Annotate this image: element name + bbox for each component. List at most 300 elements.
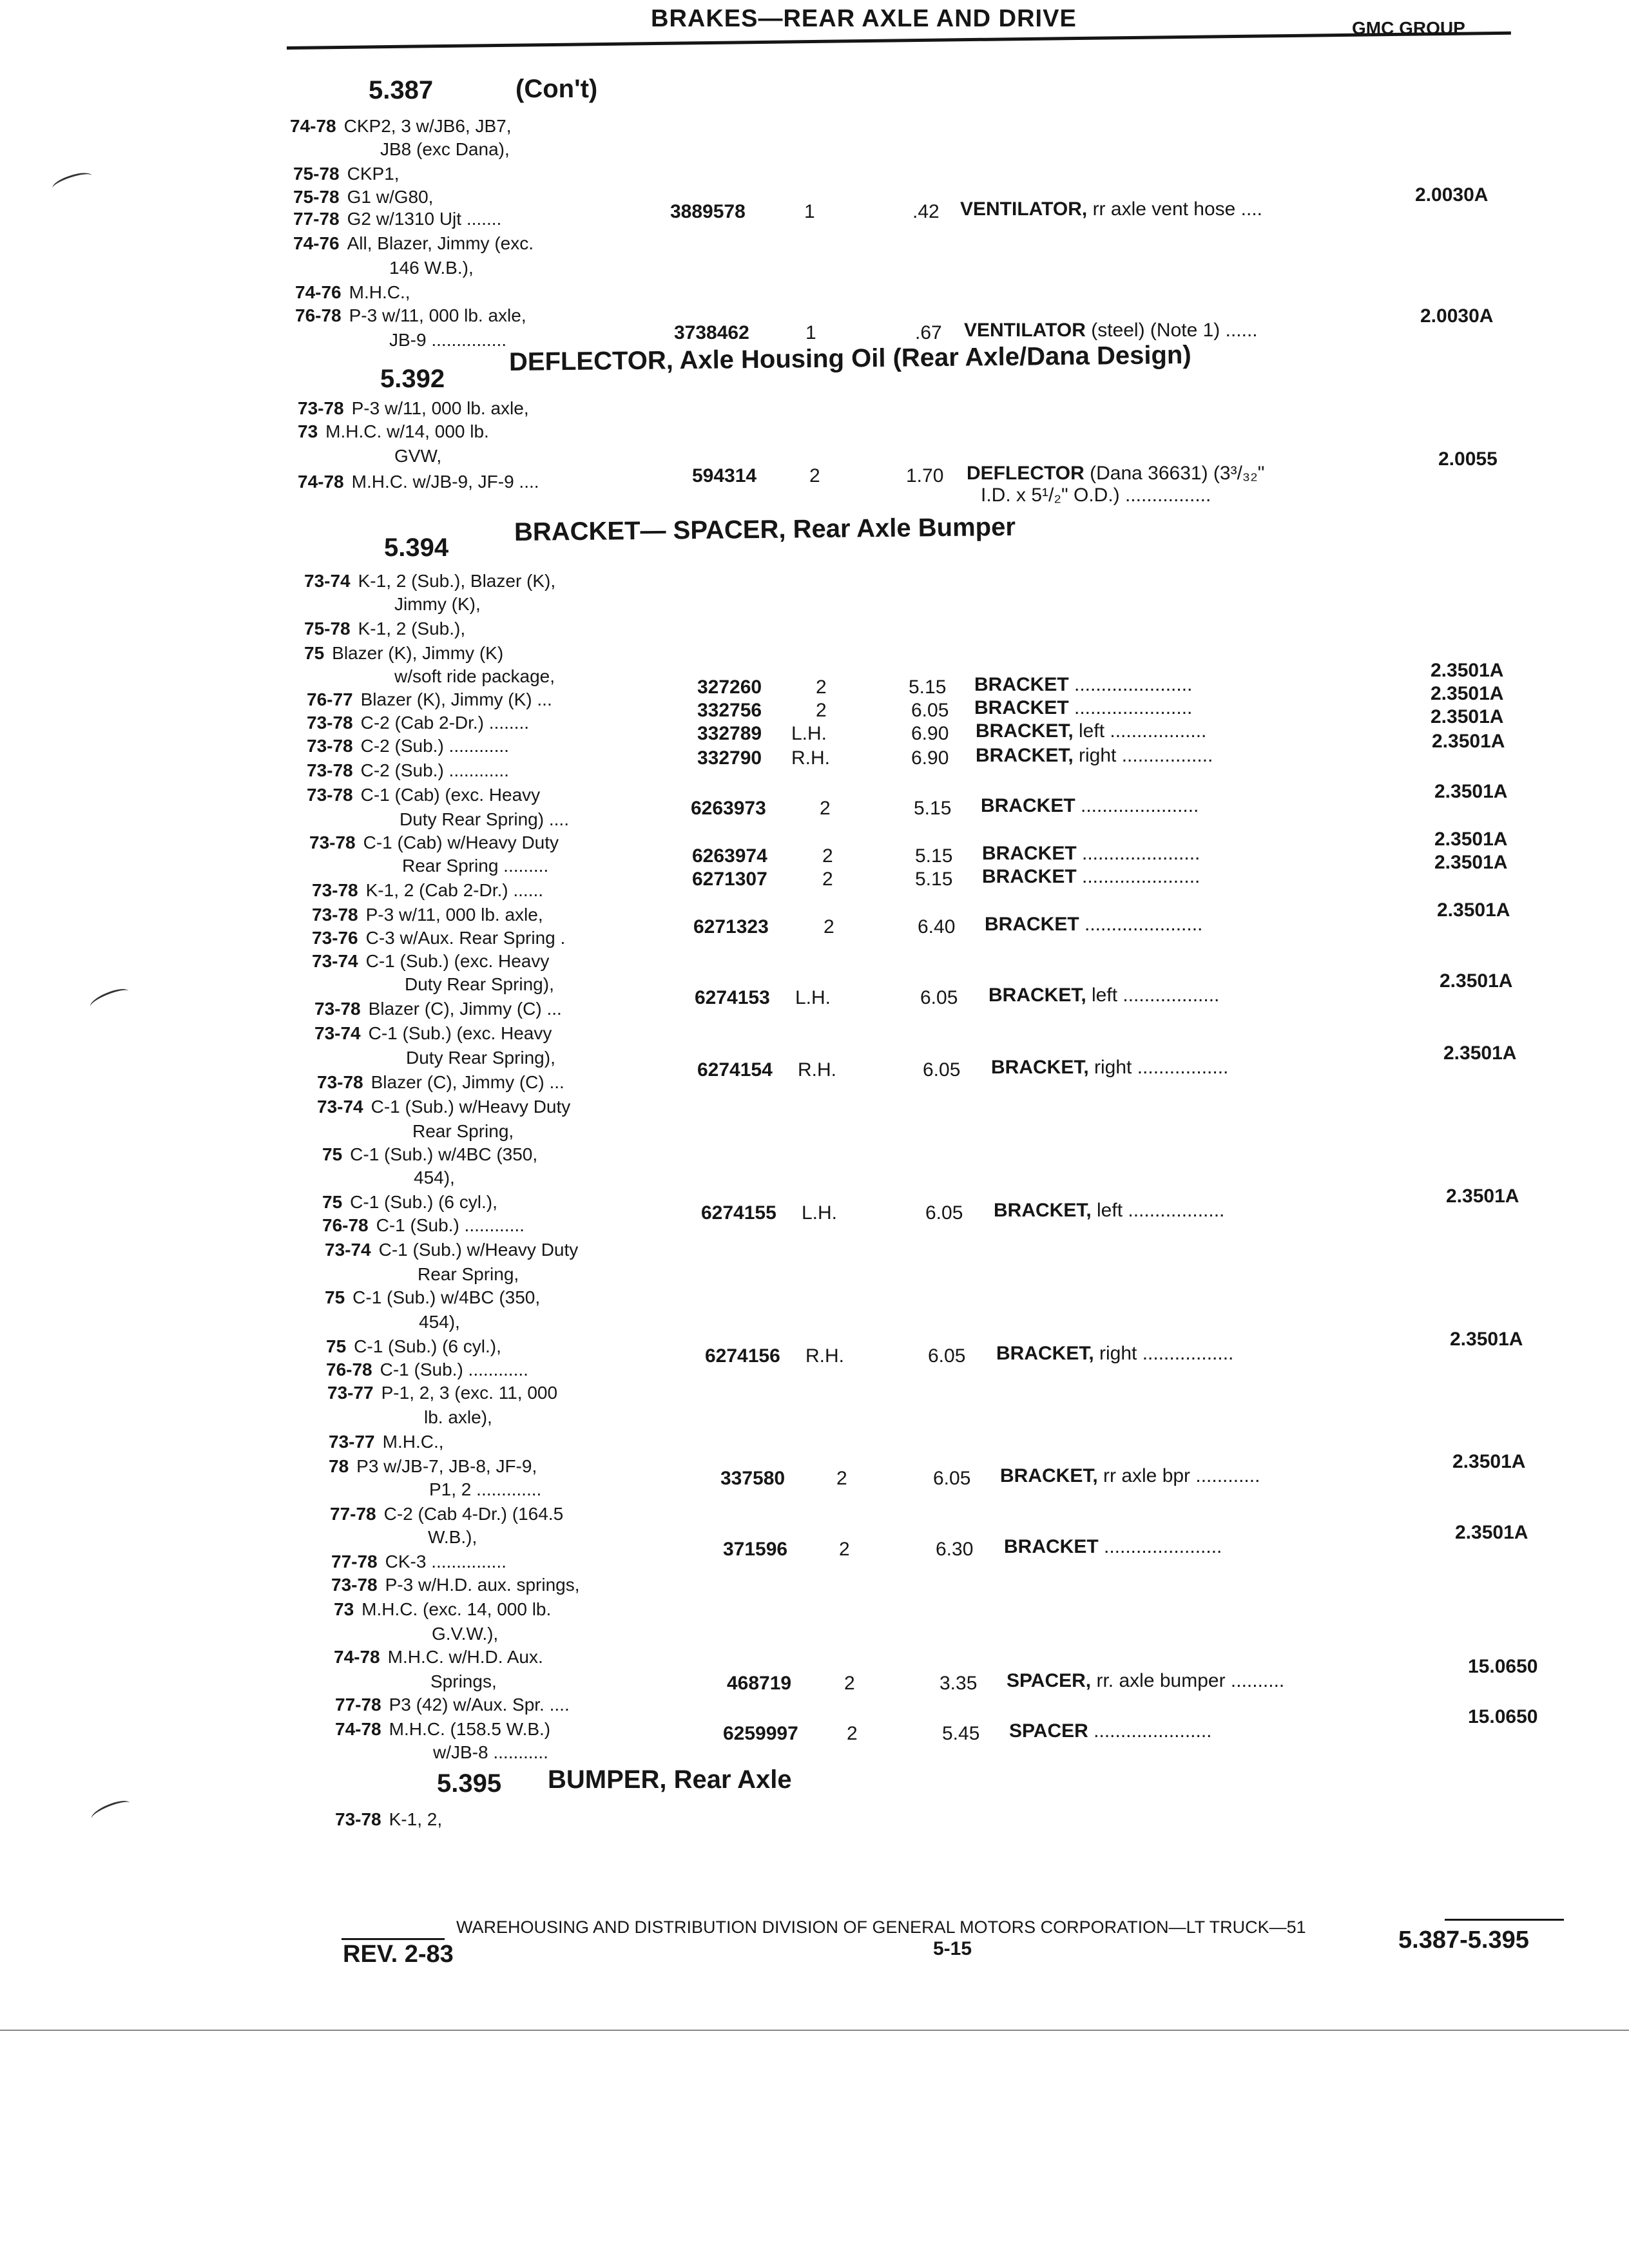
part-description bbox=[964, 320, 1258, 341]
part-detail: ...................... bbox=[1088, 1720, 1212, 1742]
application-line bbox=[293, 188, 433, 206]
part-description bbox=[976, 745, 1213, 767]
application-line bbox=[389, 259, 474, 277]
application-text: lb. axle), bbox=[424, 1407, 492, 1427]
part-description bbox=[981, 795, 1199, 817]
page-title: BRAKES—REAR AXLE AND DRIVE bbox=[651, 5, 1077, 32]
application-text: 454), bbox=[414, 1168, 455, 1187]
labor-code: 2.3501A bbox=[1434, 781, 1508, 802]
quantity: 1 bbox=[805, 322, 816, 343]
part-number: 468719 bbox=[727, 1673, 792, 1694]
model-years: 75-78 bbox=[293, 164, 340, 184]
part-description bbox=[1009, 1720, 1212, 1742]
application-line bbox=[298, 399, 529, 418]
model-years: 74-78 bbox=[290, 116, 336, 136]
quantity: 2 bbox=[822, 869, 833, 890]
labor-code: 2.3501A bbox=[1432, 731, 1505, 752]
part-number: 6259997 bbox=[723, 1723, 798, 1744]
model-years: 76-77 bbox=[307, 689, 353, 709]
application-line bbox=[314, 1024, 552, 1043]
model-years: 73-78 bbox=[314, 999, 361, 1019]
application-line bbox=[331, 1576, 580, 1594]
application-line bbox=[330, 1505, 563, 1523]
quantity: R.H. bbox=[798, 1059, 836, 1081]
application-line bbox=[312, 906, 543, 924]
application-line bbox=[307, 691, 552, 709]
application-line bbox=[304, 644, 503, 662]
model-years: 75-78 bbox=[293, 187, 340, 207]
model-years: 73-78 bbox=[307, 785, 353, 805]
list-price: .67 bbox=[915, 322, 942, 343]
application-text: M.H.C. w/H.D. Aux. bbox=[387, 1647, 543, 1667]
model-years: 75-78 bbox=[304, 619, 351, 639]
application-line bbox=[312, 881, 543, 899]
labor-code: 2.3501A bbox=[1450, 1329, 1523, 1350]
model-years: 73 bbox=[298, 421, 318, 441]
application-text: CK-3 ............... bbox=[385, 1552, 506, 1571]
list-price: .42 bbox=[912, 201, 940, 222]
scan-mark bbox=[88, 985, 131, 1013]
application-text: M.H.C., bbox=[349, 282, 410, 302]
part-description bbox=[994, 1200, 1224, 1222]
application-line bbox=[334, 1648, 543, 1666]
application-text: P3 (42) w/Aux. Spr. .... bbox=[389, 1695, 570, 1715]
list-price: 6.05 bbox=[925, 1202, 963, 1224]
revision: REV. 2-83 bbox=[343, 1941, 454, 1968]
part-number: 6274155 bbox=[701, 1202, 776, 1224]
application-text: CKP1, bbox=[347, 164, 400, 184]
application-line bbox=[309, 834, 559, 852]
labor-code: 2.3501A bbox=[1455, 1522, 1528, 1543]
quantity: 2 bbox=[824, 916, 834, 937]
list-price: 5.45 bbox=[942, 1723, 980, 1744]
application-text: Duty Rear Spring), bbox=[405, 974, 554, 994]
labor-code: 2.3501A bbox=[1434, 852, 1508, 873]
part-detail: left .................. bbox=[1086, 985, 1220, 1006]
labor-code: 2.3501A bbox=[1431, 683, 1504, 704]
part-description bbox=[996, 1343, 1233, 1365]
application-line bbox=[325, 1241, 578, 1259]
part-number: 6271307 bbox=[692, 869, 767, 890]
part-number: 6274154 bbox=[697, 1059, 773, 1081]
part-description bbox=[1004, 1536, 1222, 1558]
part-name: BRACKET, bbox=[988, 985, 1086, 1006]
part-name: BRACKET, bbox=[1000, 1465, 1098, 1486]
part-name: BRACKET, bbox=[976, 720, 1074, 742]
part-number: 6263973 bbox=[691, 798, 766, 819]
part-name: BRACKET bbox=[982, 843, 1077, 864]
application-line bbox=[326, 1361, 528, 1379]
application-line bbox=[406, 1049, 555, 1067]
application-text: P-1, 2, 3 (exc. 11, 000 bbox=[381, 1383, 558, 1403]
group-label: GMC GROUP bbox=[1352, 18, 1465, 38]
application-text: C-1 (Sub.) (6 cyl.), bbox=[354, 1336, 501, 1356]
section-number: 5.394 bbox=[384, 533, 449, 562]
model-years: 73-78 bbox=[309, 832, 356, 852]
part-number: 6263974 bbox=[692, 845, 767, 867]
part-number: 327260 bbox=[697, 677, 762, 698]
part-number: 6271323 bbox=[693, 916, 769, 937]
part-description bbox=[967, 463, 1264, 485]
header-rule bbox=[287, 32, 1511, 50]
part-description bbox=[991, 1057, 1228, 1079]
model-years: 76-78 bbox=[295, 305, 342, 325]
application-text: K-1, 2, bbox=[389, 1809, 443, 1829]
model-years: 73-74 bbox=[317, 1097, 363, 1117]
list-price: 6.05 bbox=[911, 700, 949, 721]
application-text: Duty Rear Spring), bbox=[406, 1048, 555, 1068]
part-description bbox=[976, 720, 1206, 742]
model-years: 77-78 bbox=[331, 1552, 378, 1571]
application-text: w/soft ride package, bbox=[394, 666, 555, 686]
model-years: 73-78 bbox=[335, 1809, 381, 1829]
application-text: P-3 w/11, 000 lb. axle, bbox=[349, 305, 526, 325]
labor-code: 15.0650 bbox=[1468, 1706, 1538, 1727]
list-price: 5.15 bbox=[915, 869, 953, 890]
application-text: M.H.C. (exc. 14, 000 lb. bbox=[361, 1599, 552, 1619]
section-number: 5.387 bbox=[369, 76, 434, 104]
application-text: C-3 w/Aux. Rear Spring . bbox=[365, 928, 566, 948]
model-years: 73-74 bbox=[325, 1240, 371, 1260]
quantity: L.H. bbox=[802, 1202, 838, 1224]
application-line bbox=[312, 929, 565, 947]
part-description bbox=[974, 697, 1192, 719]
part-number: 6274156 bbox=[705, 1345, 780, 1367]
application-line bbox=[322, 1193, 497, 1211]
application-text: C-1 (Sub.) w/Heavy Duty bbox=[378, 1240, 579, 1260]
application-text: Jimmy (K), bbox=[394, 594, 481, 614]
model-years: 74-78 bbox=[335, 1719, 381, 1739]
labor-code: 2.3501A bbox=[1452, 1451, 1526, 1472]
part-detail: rr. axle bumper .......... bbox=[1091, 1670, 1285, 1691]
application-line bbox=[293, 165, 400, 183]
scan-mark bbox=[50, 169, 93, 195]
application-text: C-1 (Sub.) w/4BC (350, bbox=[352, 1287, 541, 1307]
labor-code: 2.3501A bbox=[1440, 970, 1513, 992]
list-price: 5.15 bbox=[909, 677, 947, 698]
application-text: Springs, bbox=[430, 1671, 497, 1691]
quantity: L.H. bbox=[791, 723, 827, 744]
labor-code: 2.3501A bbox=[1431, 706, 1504, 727]
model-years: 75 bbox=[326, 1336, 347, 1356]
part-detail: (Dana 36631) (3³/₃₂" bbox=[1084, 463, 1265, 484]
part-name: BRACKET, bbox=[976, 745, 1074, 766]
part-detail: ...................... bbox=[1068, 674, 1193, 695]
part-detail: (steel) (Note 1) ...... bbox=[1085, 320, 1258, 341]
application-text: C-1 (Sub.) ............ bbox=[376, 1215, 525, 1235]
application-text: JB-9 ............... bbox=[389, 330, 507, 350]
labor-code: 2.3501A bbox=[1446, 1186, 1519, 1207]
application-line bbox=[428, 1528, 477, 1546]
application-line bbox=[312, 952, 549, 970]
application-line bbox=[307, 714, 529, 732]
application-line bbox=[405, 975, 554, 994]
quantity: 2 bbox=[820, 798, 831, 819]
part-number: 6274153 bbox=[695, 987, 770, 1008]
model-years: 73-78 bbox=[298, 398, 344, 418]
quantity: 2 bbox=[822, 845, 833, 867]
part-description bbox=[982, 843, 1200, 865]
application-line bbox=[394, 668, 555, 686]
part-name: BRACKET bbox=[974, 674, 1069, 695]
part-detail: right ................. bbox=[1088, 1057, 1229, 1078]
quantity: 2 bbox=[844, 1673, 855, 1694]
application-line bbox=[322, 1216, 525, 1235]
scan-mark bbox=[89, 1797, 132, 1825]
application-line bbox=[329, 1433, 444, 1451]
application-line bbox=[290, 117, 512, 135]
model-years: 77-78 bbox=[330, 1504, 376, 1524]
list-price: 6.05 bbox=[920, 987, 958, 1008]
part-name: SPACER, bbox=[1007, 1670, 1092, 1691]
application-line bbox=[400, 811, 569, 829]
application-text: M.H.C. (158.5 W.B.) bbox=[389, 1719, 551, 1739]
part-name: DEFLECTOR bbox=[967, 463, 1084, 484]
part-detail: ...................... bbox=[1076, 866, 1200, 887]
application-text: W.B.), bbox=[428, 1527, 477, 1547]
model-years: 73-78 bbox=[307, 760, 353, 780]
model-years: 77-78 bbox=[293, 209, 340, 229]
application-text: All, Blazer, Jimmy (exc. bbox=[347, 233, 534, 253]
quantity: L.H. bbox=[795, 987, 831, 1008]
part-detail: ...................... bbox=[1098, 1536, 1222, 1557]
application-text: C-1 (Sub.) (exc. Heavy bbox=[368, 1023, 552, 1043]
application-line bbox=[327, 1384, 557, 1402]
part-name: BRACKET bbox=[981, 795, 1075, 816]
model-years: 74-78 bbox=[334, 1647, 380, 1667]
quantity: R.H. bbox=[805, 1345, 844, 1367]
section-number: 5.395 bbox=[437, 1769, 502, 1798]
application-line bbox=[429, 1481, 541, 1499]
application-text: CKP2, 3 w/JB6, JB7, bbox=[343, 116, 512, 136]
part-number: 594314 bbox=[692, 465, 757, 486]
application-text: 454), bbox=[419, 1312, 460, 1332]
application-line bbox=[322, 1146, 537, 1164]
model-years: 75 bbox=[322, 1144, 343, 1164]
model-years: 73-78 bbox=[312, 880, 358, 900]
part-number: 3889578 bbox=[670, 201, 746, 222]
part-name: VENTILATOR bbox=[964, 320, 1086, 341]
application-text: 146 W.B.), bbox=[389, 258, 474, 278]
application-text: Duty Rear Spring) .... bbox=[400, 809, 569, 829]
model-years: 73-77 bbox=[329, 1432, 375, 1452]
application-text: Blazer (K), Jimmy (K) ... bbox=[360, 689, 552, 709]
application-line bbox=[325, 1289, 540, 1307]
quantity: 2 bbox=[816, 677, 827, 698]
part-name: VENTILATOR, bbox=[960, 198, 1088, 220]
model-years: 73-78 bbox=[307, 736, 353, 756]
application-line bbox=[334, 1600, 551, 1619]
model-years: 73-78 bbox=[312, 905, 358, 925]
labor-code: 2.0030A bbox=[1420, 305, 1494, 327]
application-line bbox=[335, 1811, 442, 1829]
part-name: BRACKET, bbox=[994, 1200, 1092, 1221]
application-text: C-1 (Sub.) (exc. Heavy bbox=[365, 951, 550, 971]
model-years: 73-78 bbox=[307, 713, 353, 733]
application-text: Blazer (K), Jimmy (K) bbox=[332, 643, 504, 663]
quantity: 2 bbox=[839, 1539, 850, 1560]
application-text: C-1 (Cab) (exc. Heavy bbox=[360, 785, 541, 805]
application-text: P1, 2 ............. bbox=[429, 1479, 542, 1499]
quantity: 2 bbox=[847, 1723, 858, 1744]
application-line bbox=[304, 572, 555, 590]
quantity: 1 bbox=[804, 201, 815, 222]
part-number: 332789 bbox=[697, 723, 762, 744]
application-text: G.V.W.), bbox=[432, 1624, 499, 1644]
application-line bbox=[317, 1098, 570, 1116]
application-line bbox=[295, 284, 410, 302]
application-text: C-2 (Sub.) ............ bbox=[360, 760, 509, 780]
labor-code: 15.0650 bbox=[1468, 1656, 1538, 1677]
list-price: 6.90 bbox=[911, 723, 949, 744]
part-name: BRACKET, bbox=[996, 1343, 1094, 1364]
application-text: K-1, 2 (Cab 2-Dr.) ...... bbox=[365, 880, 544, 900]
application-text: Rear Spring, bbox=[418, 1264, 519, 1284]
application-line bbox=[380, 140, 510, 159]
section-range: 5.387-5.395 bbox=[1398, 1927, 1529, 1954]
list-price: 6.05 bbox=[933, 1468, 971, 1489]
list-price: 6.40 bbox=[918, 916, 956, 937]
application-text: JB8 (exc Dana), bbox=[380, 139, 510, 159]
application-line bbox=[293, 235, 534, 253]
application-text: P3 w/JB-7, JB-8, JF-9, bbox=[356, 1456, 537, 1476]
list-price: 3.35 bbox=[940, 1673, 978, 1694]
part-name: SPACER bbox=[1009, 1720, 1088, 1742]
application-line bbox=[424, 1408, 492, 1427]
labor-code: 2.3501A bbox=[1434, 829, 1508, 850]
labor-code: 2.3501A bbox=[1443, 1043, 1517, 1064]
application-text: Blazer (C), Jimmy (C) ... bbox=[371, 1072, 564, 1092]
application-line bbox=[307, 786, 540, 804]
model-years: 73-77 bbox=[327, 1383, 374, 1403]
application-text: C-1 (Sub.) (6 cyl.), bbox=[350, 1192, 497, 1212]
application-text: P-3 w/H.D. aux. springs, bbox=[385, 1575, 580, 1595]
model-years: 74-76 bbox=[293, 233, 340, 253]
application-text: Blazer (C), Jimmy (C) ... bbox=[368, 999, 562, 1019]
application-line bbox=[314, 1000, 562, 1018]
part-detail: ...................... bbox=[1076, 843, 1200, 864]
list-price: 1.70 bbox=[906, 465, 944, 486]
application-text: C-2 (Sub.) ............ bbox=[360, 736, 509, 756]
model-years: 77-78 bbox=[335, 1695, 381, 1715]
application-text: C-1 (Sub.) w/Heavy Duty bbox=[371, 1097, 571, 1117]
part-detail: ...................... bbox=[1068, 697, 1193, 718]
part-description bbox=[1007, 1670, 1284, 1692]
model-years: 73-78 bbox=[317, 1072, 363, 1092]
application-line bbox=[433, 1744, 548, 1762]
model-years: 73-74 bbox=[304, 571, 351, 591]
part-number: 3738462 bbox=[674, 322, 749, 343]
list-price: 6.05 bbox=[923, 1059, 961, 1081]
application-line bbox=[329, 1457, 537, 1475]
quantity: 2 bbox=[836, 1468, 847, 1489]
application-line bbox=[307, 737, 509, 755]
part-name: BRACKET bbox=[1004, 1536, 1099, 1557]
part-number: 332790 bbox=[697, 747, 762, 769]
footer-division: WAREHOUSING AND DISTRIBUTION DIVISION OF GENERAL MOTORS CORPORATION—LT TRUCK—51 bbox=[456, 1917, 1306, 1937]
model-years: 78 bbox=[329, 1456, 349, 1476]
section-number: 5.392 bbox=[380, 365, 445, 393]
labor-code: 2.3501A bbox=[1431, 660, 1504, 681]
application-text: M.H.C. w/14, 000 lb. bbox=[325, 421, 489, 441]
quantity: 2 bbox=[809, 465, 820, 486]
part-number: 332756 bbox=[697, 700, 762, 721]
application-text: G1 w/G80, bbox=[347, 187, 434, 207]
application-text: M.H.C., bbox=[382, 1432, 444, 1452]
application-text: Rear Spring ......... bbox=[402, 856, 549, 876]
application-line bbox=[430, 1673, 497, 1691]
application-line bbox=[335, 1720, 550, 1738]
application-line bbox=[394, 595, 481, 613]
part-description bbox=[974, 674, 1192, 696]
section-title: BRACKET— SPACER, Rear Axle Bumper bbox=[514, 512, 1016, 546]
part-name: BRACKET, bbox=[991, 1057, 1089, 1078]
application-text: K-1, 2 (Sub.), bbox=[358, 619, 466, 639]
application-line bbox=[298, 423, 489, 441]
model-years: 73-76 bbox=[312, 928, 358, 948]
application-text: P-3 w/11, 000 lb. axle, bbox=[351, 398, 529, 418]
application-line bbox=[335, 1696, 570, 1714]
model-years: 73-74 bbox=[314, 1023, 361, 1043]
part-description bbox=[985, 914, 1202, 936]
application-text: C-1 (Cab) w/Heavy Duty bbox=[363, 832, 559, 852]
application-line bbox=[304, 620, 465, 638]
labor-code: 2.0030A bbox=[1415, 184, 1489, 206]
application-text: w/JB-8 ........... bbox=[433, 1742, 548, 1762]
application-line bbox=[317, 1073, 564, 1091]
application-line bbox=[326, 1338, 501, 1356]
scan-edge-line bbox=[0, 2030, 1629, 2031]
model-years: 75 bbox=[322, 1192, 343, 1212]
application-text: G2 w/1310 Ujt ....... bbox=[347, 209, 502, 229]
application-line bbox=[331, 1553, 506, 1571]
footer-rule bbox=[1445, 1919, 1564, 1921]
part-description bbox=[988, 985, 1219, 1006]
application-line bbox=[432, 1625, 498, 1643]
application-text: P-3 w/11, 000 lb. axle, bbox=[365, 905, 543, 925]
section-title: BUMPER, Rear Axle bbox=[548, 1765, 792, 1794]
application-text: C-1 (Sub.) ............ bbox=[380, 1360, 528, 1379]
part-detail: ...................... bbox=[1079, 914, 1203, 935]
model-years: 73 bbox=[334, 1599, 354, 1619]
application-text: Rear Spring, bbox=[412, 1121, 514, 1141]
application-line bbox=[412, 1122, 514, 1140]
application-line bbox=[402, 857, 548, 875]
application-line bbox=[295, 307, 526, 325]
model-years: 73-74 bbox=[312, 951, 358, 971]
model-years: 76-78 bbox=[322, 1215, 369, 1235]
footer-rule bbox=[342, 1938, 445, 1940]
model-years: 74-76 bbox=[295, 282, 342, 302]
part-detail: ...................... bbox=[1075, 795, 1199, 816]
list-price: 5.15 bbox=[915, 845, 953, 867]
part-detail: right ................. bbox=[1094, 1343, 1234, 1364]
application-text: M.H.C. w/JB-9, JF-9 .... bbox=[351, 472, 539, 492]
part-name: BRACKET bbox=[982, 866, 1077, 887]
part-name: BRACKET bbox=[985, 914, 1079, 935]
part-detail: rr axle vent hose .... bbox=[1087, 198, 1263, 220]
model-years: 73-78 bbox=[331, 1575, 378, 1595]
application-line bbox=[419, 1313, 460, 1331]
page-number: 5-15 bbox=[933, 1938, 972, 1959]
part-number: 337580 bbox=[720, 1468, 786, 1489]
application-line bbox=[389, 331, 506, 349]
section-title: DEFLECTOR, Axle Housing Oil (Rear Axle/Dana Design) bbox=[508, 340, 1191, 376]
application-line bbox=[293, 210, 501, 228]
application-text: C-1 (Sub.) w/4BC (350, bbox=[350, 1144, 538, 1164]
part-name: BRACKET bbox=[974, 697, 1069, 718]
application-text: GVW, bbox=[394, 446, 442, 466]
